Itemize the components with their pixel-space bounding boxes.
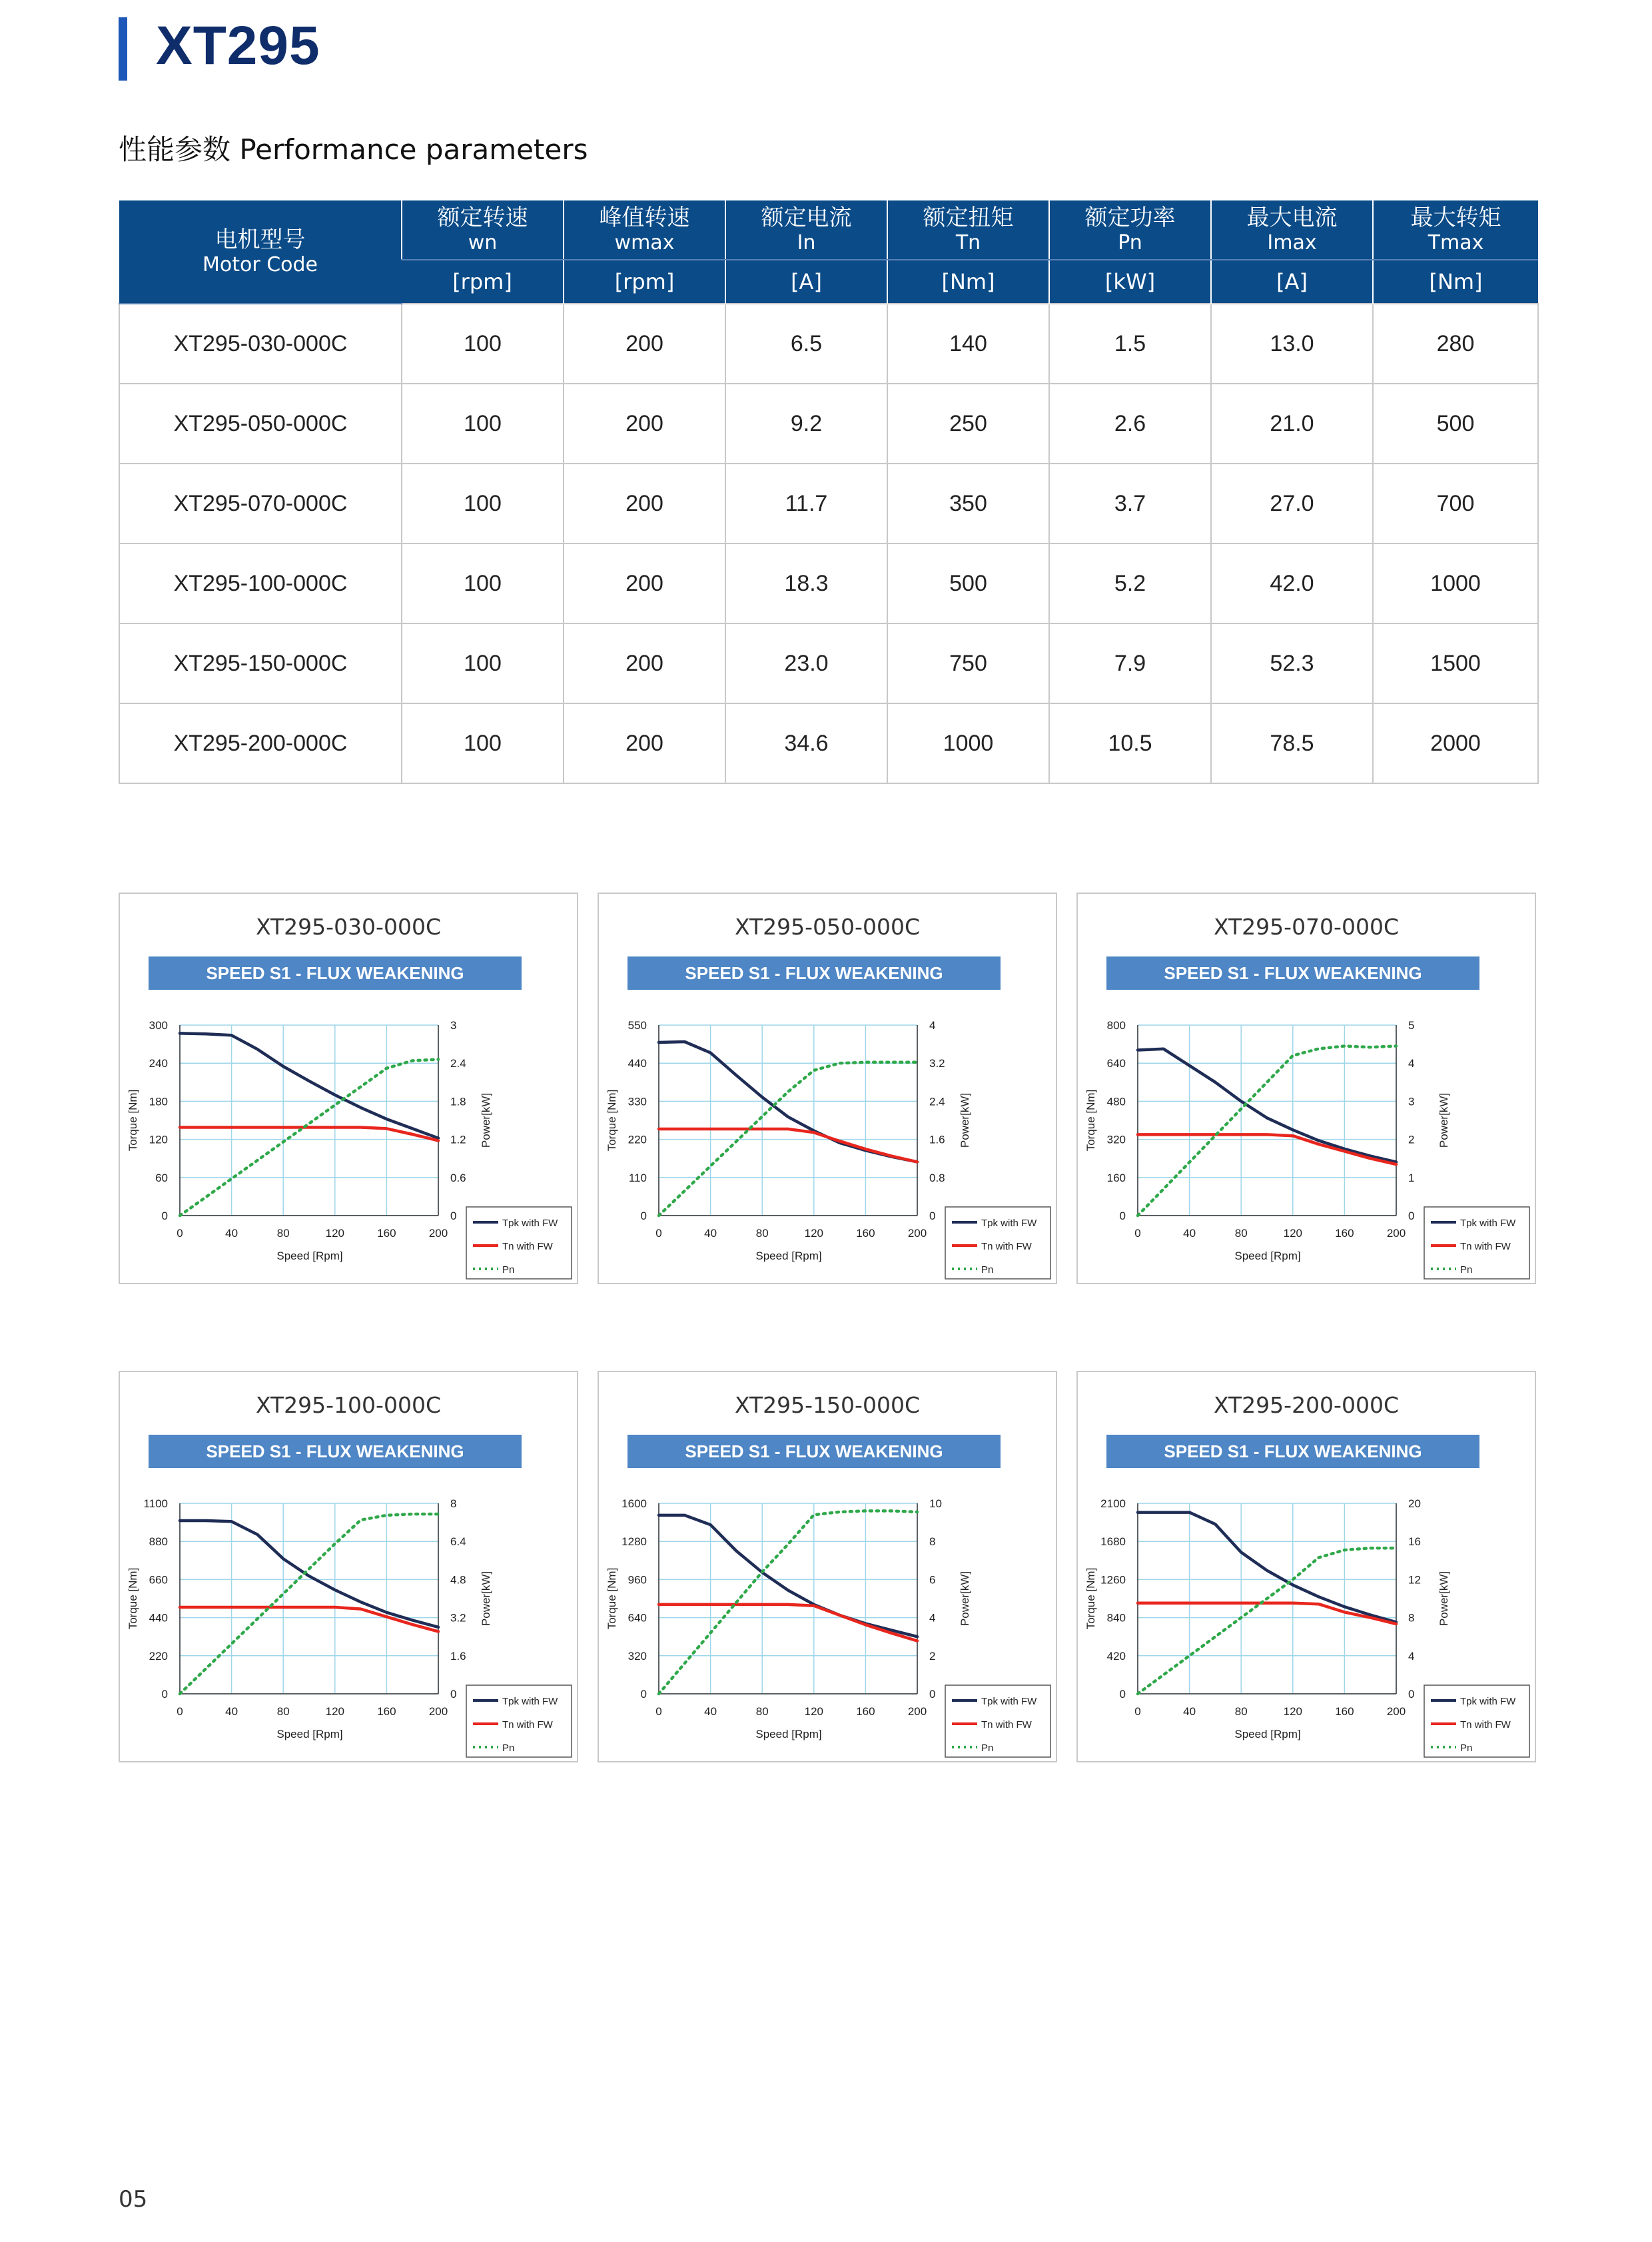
x-tick-label: 160: [856, 1227, 875, 1240]
x-tick-label: 40: [225, 1227, 238, 1240]
y-tick-label: 240: [149, 1057, 168, 1070]
y-tick-label: 1100: [143, 1497, 168, 1510]
value-cell: 2.6: [1049, 384, 1211, 464]
series-line-tpk-with-fw: [659, 1515, 917, 1637]
value-cell: 42.0: [1211, 544, 1373, 623]
header-col-label: 额定扭矩: [923, 204, 1014, 231]
legend-label: Tpk with FW: [502, 1696, 558, 1707]
y2-tick-label: 6.4: [450, 1535, 466, 1549]
y2-axis-title: Power[kW]: [1438, 1571, 1450, 1627]
y-tick-label: 1680: [1100, 1535, 1126, 1549]
motor-code-cell: XT295-150-000C: [119, 623, 402, 703]
y2-axis-title: Power[kW]: [959, 1571, 971, 1627]
value-cell: 200: [564, 464, 725, 544]
chart-panel: [598, 893, 1057, 1284]
chart-svg: [1078, 1372, 1537, 1764]
value-cell: 7.9: [1049, 623, 1211, 703]
x-tick-label: 200: [907, 1227, 927, 1240]
value-cell: 78.5: [1211, 703, 1373, 783]
value-cell: 34.6: [725, 703, 887, 783]
y-tick-label: 0: [161, 1210, 168, 1222]
y-tick-label: 0: [640, 1688, 647, 1700]
y2-tick-label: 3: [1408, 1095, 1415, 1108]
value-cell: 200: [564, 544, 725, 623]
legend-label: Tpk with FW: [1460, 1696, 1516, 1707]
chart-svg: [120, 894, 580, 1286]
value-cell: 23.0: [725, 623, 887, 703]
chart-title: XT295-100-000C: [255, 1392, 441, 1418]
y-tick-label: 1260: [1100, 1573, 1126, 1587]
y-tick-label: 440: [627, 1057, 647, 1070]
y-axis-title: Torque [Nm]: [127, 1089, 139, 1152]
header-col-wn: [402, 200, 564, 260]
table-row: [119, 464, 1538, 544]
x-tick-label: 0: [655, 1227, 662, 1240]
x-tick-label: 80: [276, 1705, 290, 1718]
y-tick-label: 880: [149, 1535, 168, 1549]
x-tick-label: 120: [325, 1227, 344, 1240]
value-cell: 200: [564, 623, 725, 703]
header-col-pn: [1049, 200, 1211, 260]
x-tick-label: 160: [377, 1227, 396, 1240]
chart-subtitle-band: SPEED S1 - FLUX WEAKENING: [1106, 1435, 1479, 1468]
header-col-label: 额定转速: [437, 204, 528, 231]
legend-label: Tn with FW: [981, 1719, 1032, 1730]
value-cell: 1000: [887, 703, 1049, 783]
table-row: [119, 623, 1538, 703]
x-tick-label: 160: [377, 1705, 396, 1718]
x-tick-label: 40: [1183, 1705, 1196, 1718]
header-motor-code-en: Motor Code: [202, 253, 318, 276]
chart-legend: [945, 1685, 1050, 1757]
legend-label: Tn with FW: [502, 1241, 553, 1252]
header-col-tn: [887, 200, 1049, 260]
y2-tick-label: 0: [450, 1210, 457, 1222]
chart-title: XT295-200-000C: [1213, 1392, 1399, 1418]
x-tick-label: 80: [1234, 1705, 1248, 1718]
y-axis-title: Torque [Nm]: [1084, 1089, 1097, 1152]
header-col-tmax: [1373, 200, 1538, 260]
chart-title: XT295-050-000C: [734, 914, 920, 940]
series-line-tn-with-fw: [1138, 1603, 1396, 1624]
y2-tick-label: 3.2: [450, 1611, 466, 1625]
y2-tick-label: 1.6: [929, 1133, 945, 1146]
y2-tick-label: 5: [1408, 1019, 1415, 1032]
x-tick-label: 120: [804, 1227, 823, 1240]
y-tick-label: 180: [149, 1095, 168, 1108]
series-line-tn-with-fw: [659, 1129, 917, 1162]
x-tick-label: 40: [704, 1227, 717, 1240]
y-tick-label: 0: [1119, 1688, 1126, 1700]
chart-subtitle-band: SPEED S1 - FLUX WEAKENING: [1106, 956, 1479, 990]
y2-tick-label: 2.4: [450, 1057, 466, 1070]
x-tick-label: 0: [177, 1705, 183, 1718]
legend-label: Tpk with FW: [981, 1218, 1037, 1229]
y2-tick-label: 8: [1408, 1611, 1415, 1625]
y2-tick-label: 4: [1408, 1649, 1415, 1663]
y-tick-label: 160: [1106, 1171, 1126, 1184]
value-cell: 100: [402, 703, 564, 783]
chart-subtitle-band: SPEED S1 - FLUX WEAKENING: [149, 1435, 522, 1468]
x-tick-label: 160: [1335, 1705, 1354, 1718]
y-tick-label: 550: [627, 1019, 647, 1032]
y2-tick-label: 8: [929, 1535, 936, 1549]
value-cell: 21.0: [1211, 384, 1373, 464]
x-tick-label: 0: [655, 1705, 662, 1718]
x-axis-title: Speed [Rpm]: [755, 1250, 822, 1262]
y-tick-label: 1600: [621, 1497, 647, 1510]
x-tick-label: 200: [1386, 1705, 1406, 1718]
header-motor-code-zh: 电机型号: [214, 226, 306, 253]
y-tick-label: 0: [161, 1688, 168, 1700]
legend-label: Pn: [981, 1264, 994, 1276]
y2-axis-title: Power[kW]: [959, 1092, 971, 1148]
y2-tick-label: 0: [450, 1688, 457, 1700]
value-cell: 6.5: [725, 304, 887, 384]
chart-legend: [1424, 1207, 1529, 1279]
x-tick-label: 120: [325, 1705, 344, 1718]
x-tick-label: 40: [225, 1705, 238, 1718]
y-tick-label: 320: [627, 1649, 647, 1663]
y2-tick-label: 1: [1408, 1171, 1415, 1184]
value-cell: 100: [402, 544, 564, 623]
y2-tick-label: 4: [929, 1611, 936, 1625]
motor-code-cell: XT295-030-000C: [119, 304, 402, 384]
y2-tick-label: 1.6: [450, 1649, 466, 1663]
value-cell: 200: [564, 703, 725, 783]
value-cell: 27.0: [1211, 464, 1373, 544]
legend-label: Tn with FW: [502, 1719, 553, 1730]
header-col-symbol: wn: [468, 231, 498, 254]
header-col-unit: [kW]: [1049, 260, 1211, 304]
y-tick-label: 660: [149, 1573, 168, 1587]
chart-title: XT295-070-000C: [1213, 914, 1399, 940]
chart-panel: [598, 1371, 1057, 1762]
page-title: XT295: [156, 15, 320, 76]
chart-grid: [659, 1503, 917, 1694]
chart-panel: [119, 893, 578, 1284]
y-axis-title: Torque [Nm]: [606, 1567, 618, 1630]
chart-svg: [1078, 894, 1537, 1286]
series-line-tpk-with-fw: [1138, 1513, 1396, 1623]
header-col-label: 额定功率: [1084, 204, 1176, 231]
x-tick-label: 40: [704, 1705, 717, 1718]
section-subtitle: 性能参数 Performance parameters: [119, 133, 588, 166]
chart-panel: [119, 1371, 578, 1762]
y2-tick-label: 20: [1408, 1497, 1421, 1510]
value-cell: 700: [1373, 464, 1538, 544]
y-tick-label: 220: [627, 1133, 647, 1146]
x-axis-title: Speed [Rpm]: [755, 1728, 822, 1740]
chart-svg: [120, 1372, 580, 1764]
table-row: [119, 304, 1538, 384]
x-tick-label: 80: [276, 1227, 290, 1240]
x-tick-label: 120: [1283, 1227, 1302, 1240]
x-tick-label: 40: [1183, 1227, 1196, 1240]
x-tick-label: 80: [755, 1227, 769, 1240]
chart-title: XT295-150-000C: [734, 1392, 920, 1418]
y2-tick-label: 0.6: [450, 1171, 466, 1184]
header-col-unit: [A]: [725, 260, 887, 304]
y-tick-label: 1280: [621, 1535, 647, 1549]
chart-subtitle-band: SPEED S1 - FLUX WEAKENING: [627, 956, 1001, 990]
header-motor-code: [119, 200, 402, 304]
value-cell: 250: [887, 384, 1049, 464]
legend-label: Tn with FW: [1460, 1241, 1511, 1252]
series-line-tn-with-fw: [180, 1607, 438, 1631]
y2-axis-title: Power[kW]: [1438, 1092, 1450, 1148]
series-line-tpk-with-fw: [659, 1042, 917, 1162]
x-tick-label: 160: [1335, 1227, 1354, 1240]
header-col-label: 峰值转速: [599, 204, 690, 231]
value-cell: 11.7: [725, 464, 887, 544]
value-cell: 140: [887, 304, 1049, 384]
y-tick-label: 480: [1106, 1095, 1126, 1108]
y2-tick-label: 0: [929, 1688, 936, 1700]
value-cell: 100: [402, 464, 564, 544]
x-axis-title: Speed [Rpm]: [276, 1728, 343, 1740]
value-cell: 9.2: [725, 384, 887, 464]
y-axis-title: Torque [Nm]: [127, 1567, 139, 1630]
y-tick-label: 840: [1106, 1611, 1126, 1625]
series-line-tn-with-fw: [659, 1605, 917, 1641]
x-axis-title: Speed [Rpm]: [1234, 1250, 1301, 1262]
title-accent-bar: [119, 17, 127, 81]
y-axis-title: Torque [Nm]: [1084, 1567, 1097, 1630]
header-col-label: 最大电流: [1246, 204, 1338, 231]
y-tick-label: 640: [627, 1611, 647, 1625]
y2-axis-title: Power[kW]: [480, 1571, 492, 1627]
value-cell: 2000: [1373, 703, 1538, 783]
header-col-symbol: Imax: [1267, 231, 1317, 254]
y-tick-label: 220: [149, 1649, 168, 1663]
series-line-pn: [659, 1511, 917, 1694]
legend-label: Pn: [502, 1264, 515, 1276]
x-tick-label: 120: [804, 1705, 823, 1718]
y-axis-title: Torque [Nm]: [606, 1089, 618, 1152]
chart-subtitle-band: SPEED S1 - FLUX WEAKENING: [149, 956, 522, 990]
chart-panel: [1076, 1371, 1536, 1762]
chart-subtitle-band: SPEED S1 - FLUX WEAKENING: [627, 1435, 1001, 1468]
chart-legend: [945, 1207, 1050, 1279]
y2-tick-label: 0: [1408, 1210, 1415, 1222]
legend-label: Tpk with FW: [502, 1218, 558, 1229]
x-tick-label: 200: [428, 1227, 448, 1240]
y2-tick-label: 2: [1408, 1133, 1415, 1146]
legend-label: Pn: [1460, 1264, 1473, 1276]
header-col-label: 最大转矩: [1410, 204, 1501, 231]
x-tick-label: 0: [177, 1227, 183, 1240]
value-cell: 10.5: [1049, 703, 1211, 783]
y2-tick-label: 4: [929, 1019, 936, 1032]
legend-label: Tpk with FW: [1460, 1218, 1516, 1229]
y-tick-label: 800: [1106, 1019, 1126, 1032]
header-col-symbol: Tn: [955, 231, 981, 254]
header-col-unit: [Nm]: [1373, 260, 1538, 304]
legend-label: Tn with FW: [981, 1241, 1032, 1252]
legend-label: Pn: [981, 1742, 994, 1754]
y2-tick-label: 6: [929, 1573, 936, 1587]
y-tick-label: 0: [1119, 1210, 1126, 1222]
y-tick-label: 440: [149, 1611, 168, 1625]
x-tick-label: 80: [755, 1705, 769, 1718]
y2-axis-title: Power[kW]: [480, 1092, 492, 1148]
header-col-symbol: wmax: [614, 231, 675, 254]
table-row: [119, 384, 1538, 464]
series-line-tn-with-fw: [180, 1128, 438, 1141]
value-cell: 100: [402, 304, 564, 384]
series-line-pn: [1138, 1046, 1396, 1216]
x-tick-label: 200: [1386, 1227, 1406, 1240]
value-cell: 100: [402, 384, 564, 464]
y-tick-label: 960: [627, 1573, 647, 1587]
value-cell: 500: [887, 544, 1049, 623]
y-tick-label: 420: [1106, 1649, 1126, 1663]
table-row: [119, 703, 1538, 783]
motor-code-cell: XT295-200-000C: [119, 703, 402, 783]
y2-tick-label: 0: [929, 1210, 936, 1222]
header-col-symbol: Pn: [1118, 231, 1142, 254]
y2-tick-label: 4: [1408, 1057, 1415, 1070]
x-tick-label: 160: [856, 1705, 875, 1718]
chart-title: XT295-030-000C: [255, 914, 441, 940]
y2-tick-label: 2: [929, 1649, 936, 1663]
page-number: 05: [119, 2186, 148, 2213]
chart-svg: [599, 1372, 1058, 1764]
y2-tick-label: 0: [1408, 1688, 1415, 1700]
x-axis-title: Speed [Rpm]: [1234, 1728, 1301, 1740]
value-cell: 1000: [1373, 544, 1538, 623]
chart-legend: [1424, 1685, 1529, 1757]
x-tick-label: 200: [907, 1705, 927, 1718]
y-tick-label: 330: [627, 1095, 647, 1108]
value-cell: 1.5: [1049, 304, 1211, 384]
value-cell: 13.0: [1211, 304, 1373, 384]
table-row: [119, 544, 1538, 623]
y-tick-label: 0: [640, 1210, 647, 1222]
performance-table: [119, 200, 1539, 784]
motor-code-cell: XT295-050-000C: [119, 384, 402, 464]
header-col-symbol: In: [797, 231, 816, 254]
value-cell: 200: [564, 304, 725, 384]
header-col-unit: [Nm]: [887, 260, 1049, 304]
value-cell: 52.3: [1211, 623, 1373, 703]
header-col-wmax: [564, 200, 725, 260]
chart-grid: [180, 1503, 438, 1694]
x-tick-label: 0: [1134, 1705, 1141, 1718]
legend-label: Pn: [1460, 1742, 1473, 1754]
value-cell: 200: [564, 384, 725, 464]
value-cell: 1500: [1373, 623, 1538, 703]
value-cell: 280: [1373, 304, 1538, 384]
y-tick-label: 110: [628, 1171, 647, 1184]
y2-tick-label: 0.8: [929, 1171, 945, 1184]
y2-tick-label: 3.2: [929, 1057, 945, 1070]
value-cell: 5.2: [1049, 544, 1211, 623]
y-tick-label: 640: [1106, 1057, 1126, 1070]
value-cell: 500: [1373, 384, 1538, 464]
value-cell: 3.7: [1049, 464, 1211, 544]
legend-label: Pn: [502, 1742, 515, 1754]
y2-tick-label: 4.8: [450, 1573, 466, 1587]
y-tick-label: 120: [149, 1133, 168, 1146]
motor-code-cell: XT295-070-000C: [119, 464, 402, 544]
chart-legend: [466, 1685, 572, 1757]
header-col-in: [725, 200, 887, 260]
x-tick-label: 80: [1234, 1227, 1248, 1240]
header-col-unit: [A]: [1211, 260, 1373, 304]
header-col-symbol: Tmax: [1428, 231, 1484, 254]
y-tick-label: 300: [149, 1019, 168, 1032]
header-col-unit: [rpm]: [402, 260, 564, 304]
header-col-label: 额定电流: [761, 204, 852, 231]
y2-tick-label: 1.8: [450, 1095, 466, 1108]
value-cell: 18.3: [725, 544, 887, 623]
legend-label: Tpk with FW: [981, 1696, 1037, 1707]
value-cell: 750: [887, 623, 1049, 703]
x-tick-label: 200: [428, 1705, 448, 1718]
chart-grid: [659, 1025, 917, 1216]
x-axis-title: Speed [Rpm]: [276, 1250, 343, 1262]
y2-tick-label: 16: [1408, 1535, 1421, 1549]
y-tick-label: 60: [155, 1171, 168, 1184]
series-line-tpk-with-fw: [180, 1521, 438, 1627]
series-line-tpk-with-fw: [1138, 1049, 1396, 1162]
chart-legend: [466, 1207, 572, 1279]
motor-code-cell: XT295-100-000C: [119, 544, 402, 623]
series-line-pn: [180, 1060, 438, 1216]
y-tick-label: 2100: [1100, 1497, 1126, 1510]
y2-tick-label: 2.4: [929, 1095, 945, 1108]
x-tick-label: 120: [1283, 1705, 1302, 1718]
chart-panel: [1076, 893, 1536, 1284]
header-col-imax: [1211, 200, 1373, 260]
x-tick-label: 0: [1134, 1227, 1141, 1240]
y2-tick-label: 8: [450, 1497, 457, 1510]
y2-tick-label: 12: [1408, 1573, 1421, 1587]
chart-svg: [599, 894, 1058, 1286]
y2-tick-label: 3: [450, 1019, 457, 1032]
chart-grid: [1138, 1025, 1396, 1216]
y-tick-label: 320: [1106, 1133, 1126, 1146]
legend-label: Tn with FW: [1460, 1719, 1511, 1730]
value-cell: 350: [887, 464, 1049, 544]
y2-tick-label: 10: [929, 1497, 942, 1510]
value-cell: 100: [402, 623, 564, 703]
y2-tick-label: 1.2: [450, 1133, 466, 1146]
header-col-unit: [rpm]: [564, 260, 725, 304]
